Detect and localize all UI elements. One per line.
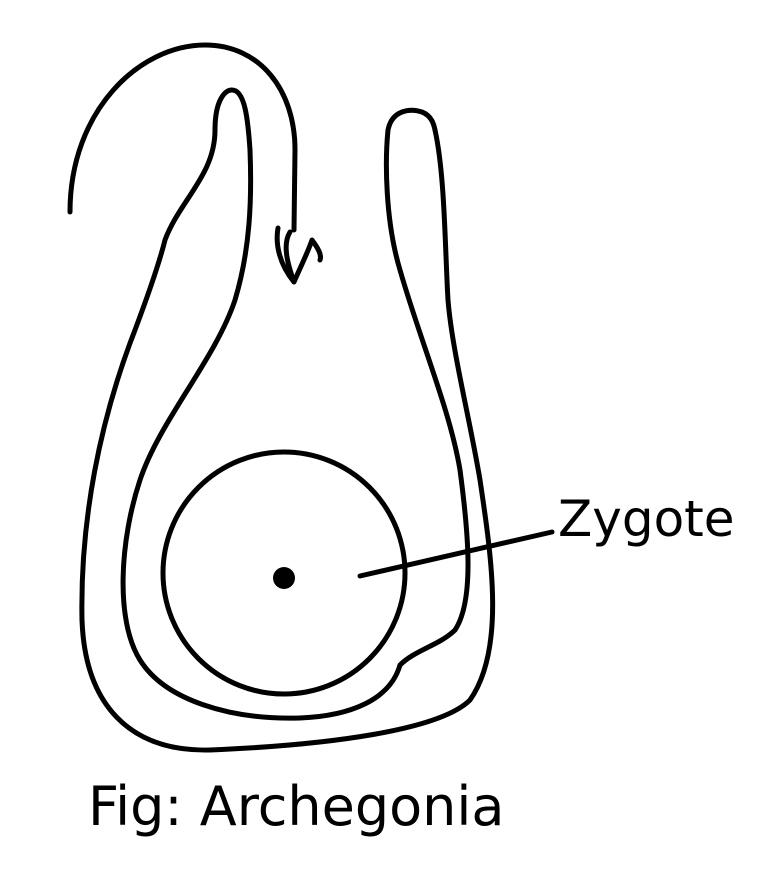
zygote-leader-line <box>360 532 552 576</box>
zygote-nucleus <box>273 567 295 589</box>
arrow-head-icon <box>277 228 320 282</box>
zygote-label: Zygote <box>558 490 735 548</box>
figure-caption: Fig: Archegonia <box>88 775 505 838</box>
